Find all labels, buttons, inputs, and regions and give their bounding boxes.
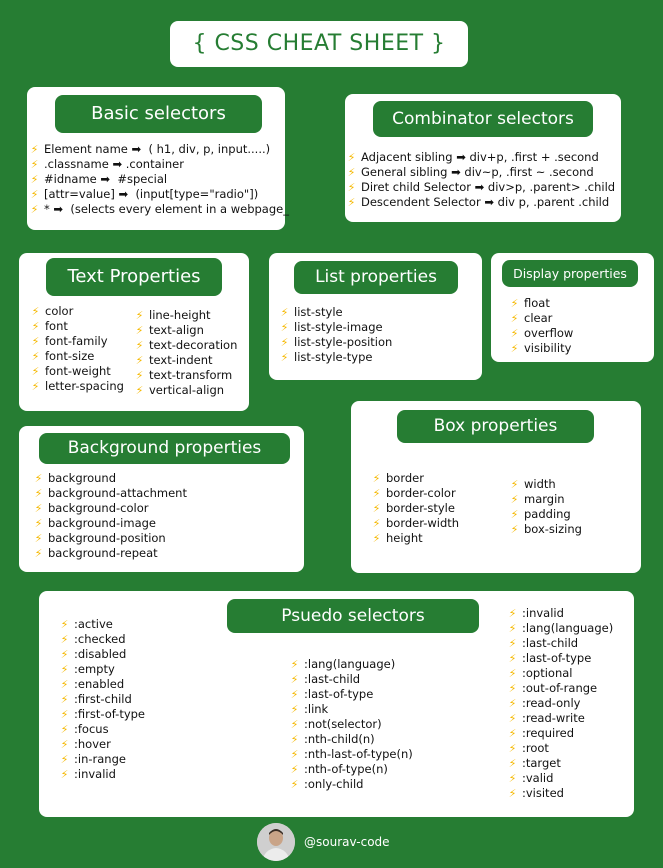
lightning-bolt-icon: ⚡: [135, 309, 144, 322]
list-item: ⚡ :nth-child(n): [290, 732, 375, 746]
list-item: ⚡ :first-of-type: [60, 707, 146, 721]
list-item: ⚡ Element name ➡ ( h1, div, p, input.....): [30, 142, 271, 156]
lightning-bolt-icon: ⚡: [508, 757, 517, 770]
list-item: ⚡ :out-of-range: [508, 681, 598, 695]
list-item: ⚡ border-width: [372, 516, 460, 530]
list-item: ⚡ margin: [510, 492, 565, 506]
lightning-bolt-icon: ⚡: [30, 203, 39, 216]
lightning-bolt-icon: ⚡: [60, 753, 69, 766]
list-item: ⚡ border-color: [372, 486, 456, 500]
lightning-bolt-icon: ⚡: [30, 158, 39, 171]
lightning-bolt-icon: ⚡: [508, 652, 517, 665]
lightning-bolt-icon: ⚡: [510, 493, 519, 506]
lightning-bolt-icon: ⚡: [31, 380, 40, 393]
lightning-bolt-icon: ⚡: [510, 478, 519, 491]
list-item: ⚡ Diret child Selector ➡ div>p, .parent> .child: [347, 180, 616, 194]
lightning-bolt-icon: ⚡: [508, 742, 517, 755]
lightning-bolt-icon: ⚡: [30, 188, 39, 201]
pseudo-selectors-col2: [290, 657, 413, 792]
list-item: ⚡ :empty: [60, 662, 115, 676]
list-item: ⚡ visibility: [510, 341, 572, 355]
page-title: { CSS CHEAT SHEET }: [170, 21, 468, 67]
right-arrow-icon: ➡: [131, 142, 142, 156]
list-item: ⚡ General sibling ➡ div~p, .first ~ .second: [347, 165, 594, 179]
lightning-bolt-icon: ⚡: [60, 648, 69, 661]
list-item: ⚡ :root: [508, 741, 549, 755]
lightning-bolt-icon: ⚡: [135, 384, 144, 397]
lightning-bolt-icon: ⚡: [34, 487, 43, 500]
lightning-bolt-icon: ⚡: [135, 369, 144, 382]
list-item: ⚡ :optional: [508, 666, 573, 680]
display-properties-heading: Display properties: [502, 260, 638, 287]
lightning-bolt-icon: ⚡: [290, 778, 299, 791]
lightning-bolt-icon: ⚡: [347, 166, 356, 179]
list-item: ⚡ :last-child: [508, 636, 579, 650]
lightning-bolt-icon: ⚡: [508, 667, 517, 680]
pseudo-selectors-col1: [60, 617, 145, 782]
lightning-bolt-icon: ⚡: [34, 517, 43, 530]
avatar: [257, 823, 295, 861]
right-arrow-icon: ➡: [451, 165, 461, 179]
avatar-portrait: [257, 823, 295, 861]
list-item: ⚡ border: [372, 471, 424, 485]
list-item: ⚡ Adjacent sibling ➡ div+p, .first + .second: [347, 150, 599, 164]
list-item: ⚡ height: [372, 531, 423, 545]
list-item: ⚡ :lang(language): [290, 657, 396, 671]
list-item: ⚡ background-image: [34, 516, 156, 530]
right-arrow-icon: ➡: [53, 202, 64, 216]
lightning-bolt-icon: ⚡: [508, 682, 517, 695]
basic-selectors-heading: Basic selectors: [55, 95, 262, 133]
list-item: ⚡ :invalid: [60, 767, 116, 781]
list-item: ⚡ line-height: [135, 308, 211, 322]
lightning-bolt-icon: ⚡: [280, 336, 289, 349]
lightning-bolt-icon: ⚡: [60, 768, 69, 781]
lightning-bolt-icon: ⚡: [508, 712, 517, 725]
lightning-bolt-icon: ⚡: [290, 673, 299, 686]
list-item: ⚡ .classname ➡ .container: [30, 157, 184, 171]
lightning-bolt-icon: ⚡: [510, 297, 519, 310]
lightning-bolt-icon: ⚡: [135, 324, 144, 337]
author-handle: @sourav-code: [304, 835, 390, 849]
lightning-bolt-icon: ⚡: [508, 727, 517, 740]
list-item: ⚡ :nth-last-of-type(n): [290, 747, 413, 761]
lightning-bolt-icon: ⚡: [60, 723, 69, 736]
list-item: ⚡ :nth-of-type(n): [290, 762, 388, 776]
lightning-bolt-icon: ⚡: [30, 173, 39, 186]
right-arrow-icon: ➡: [456, 150, 466, 164]
list-item: ⚡ font-size: [31, 349, 95, 363]
list-item: ⚡ vertical-align: [135, 383, 225, 397]
list-item: ⚡ Descendent Selector ➡ div p, .parent .child: [347, 195, 610, 209]
lightning-bolt-icon: ⚡: [60, 708, 69, 721]
list-item: ⚡ :valid: [508, 771, 554, 785]
lightning-bolt-icon: ⚡: [280, 351, 289, 364]
lightning-bolt-icon: ⚡: [290, 658, 299, 671]
right-arrow-icon: ➡: [100, 172, 111, 186]
lightning-bolt-icon: ⚡: [508, 787, 517, 800]
lightning-bolt-icon: ⚡: [508, 607, 517, 620]
combinator-selectors-list: [347, 150, 615, 210]
list-item: ⚡ text-decoration: [135, 338, 238, 352]
list-item: ⚡ clear: [510, 311, 553, 325]
list-item: ⚡ list-style-type: [280, 350, 373, 364]
list-item: ⚡ background-attachment: [34, 486, 187, 500]
list-item: ⚡ background-repeat: [34, 546, 158, 560]
lightning-bolt-icon: ⚡: [372, 517, 381, 530]
lightning-bolt-icon: ⚡: [34, 472, 43, 485]
lightning-bolt-icon: ⚡: [290, 748, 299, 761]
list-item: ⚡ :last-of-type: [508, 651, 592, 665]
list-item: ⚡ :read-only: [508, 696, 581, 710]
list-item: ⚡ letter-spacing: [31, 379, 124, 393]
list-item: ⚡ float: [510, 296, 550, 310]
list-item: ⚡ list-style-position: [280, 335, 393, 349]
lightning-bolt-icon: ⚡: [31, 320, 40, 333]
list-item: ⚡ width: [510, 477, 556, 491]
lightning-bolt-icon: ⚡: [60, 693, 69, 706]
lightning-bolt-icon: ⚡: [510, 342, 519, 355]
lightning-bolt-icon: ⚡: [60, 618, 69, 631]
lightning-bolt-icon: ⚡: [347, 151, 356, 164]
right-arrow-icon: ➡: [474, 180, 485, 194]
list-item: ⚡ * ➡ (selects every element in a webpage_: [30, 202, 289, 216]
list-properties-heading: List properties: [294, 261, 458, 294]
lightning-bolt-icon: ⚡: [34, 502, 43, 515]
lightning-bolt-icon: ⚡: [290, 733, 299, 746]
lightning-bolt-icon: ⚡: [290, 703, 299, 716]
list-item: ⚡ :target: [508, 756, 561, 770]
lightning-bolt-icon: ⚡: [34, 532, 43, 545]
list-item: ⚡ font: [31, 319, 68, 333]
list-item: ⚡ :read-write: [508, 711, 585, 725]
lightning-bolt-icon: ⚡: [34, 547, 43, 560]
lightning-bolt-icon: ⚡: [290, 763, 299, 776]
lightning-bolt-icon: ⚡: [60, 663, 69, 676]
box-properties-col2: [510, 477, 582, 537]
lightning-bolt-icon: ⚡: [31, 365, 40, 378]
list-item: ⚡ list-style-image: [280, 320, 383, 334]
lightning-bolt-icon: ⚡: [510, 508, 519, 521]
lightning-bolt-icon: ⚡: [510, 327, 519, 340]
lightning-bolt-icon: ⚡: [372, 502, 381, 515]
list-item: ⚡ box-sizing: [510, 522, 582, 536]
list-item: ⚡ #idname ➡ #special: [30, 172, 168, 186]
list-item: ⚡ background-color: [34, 501, 149, 515]
lightning-bolt-icon: ⚡: [372, 487, 381, 500]
lightning-bolt-icon: ⚡: [135, 354, 144, 367]
list-item: ⚡ :in-range: [60, 752, 126, 766]
lightning-bolt-icon: ⚡: [508, 622, 517, 635]
right-arrow-icon: ➡: [112, 157, 123, 171]
list-item: ⚡ :only-child: [290, 777, 364, 791]
list-item: ⚡ :checked: [60, 632, 126, 646]
list-item: ⚡ padding: [510, 507, 571, 521]
lightning-bolt-icon: ⚡: [135, 339, 144, 352]
list-item: ⚡ :hover: [60, 737, 111, 751]
list-item: ⚡ background-position: [34, 531, 166, 545]
list-item: ⚡ overflow: [510, 326, 574, 340]
lightning-bolt-icon: ⚡: [31, 335, 40, 348]
box-properties-heading: Box properties: [397, 410, 594, 443]
lightning-bolt-icon: ⚡: [508, 637, 517, 650]
text-properties-col1: [31, 304, 124, 394]
pseudo-selectors-heading: Psuedo selectors: [227, 599, 479, 633]
combinator-selectors-heading: Combinator selectors: [373, 101, 593, 137]
box-properties-col1: [372, 471, 459, 546]
list-item: ⚡ :enabled: [60, 677, 125, 691]
lightning-bolt-icon: ⚡: [280, 321, 289, 334]
lightning-bolt-icon: ⚡: [31, 305, 40, 318]
lightning-bolt-icon: ⚡: [510, 312, 519, 325]
lightning-bolt-icon: ⚡: [508, 772, 517, 785]
lightning-bolt-icon: ⚡: [60, 738, 69, 751]
lightning-bolt-icon: ⚡: [347, 181, 356, 194]
background-properties-list: [34, 471, 187, 561]
lightning-bolt-icon: ⚡: [290, 718, 299, 731]
list-item: ⚡ text-transform: [135, 368, 233, 382]
lightning-bolt-icon: ⚡: [508, 697, 517, 710]
lightning-bolt-icon: ⚡: [372, 472, 381, 485]
list-item: ⚡ :last-child: [290, 672, 361, 686]
basic-selectors-list: [30, 142, 289, 217]
list-item: ⚡ :last-of-type: [290, 687, 374, 701]
lightning-bolt-icon: ⚡: [60, 633, 69, 646]
text-properties-heading: Text Properties: [46, 258, 222, 296]
lightning-bolt-icon: ⚡: [31, 350, 40, 363]
pseudo-selectors-col3: [508, 606, 613, 801]
list-item: ⚡ font-weight: [31, 364, 111, 378]
list-item: ⚡ color: [31, 304, 74, 318]
list-item: ⚡ text-align: [135, 323, 204, 337]
list-properties-list: [280, 305, 392, 365]
list-item: ⚡ text-indent: [135, 353, 213, 367]
list-item: ⚡ background: [34, 471, 117, 485]
list-item: ⚡ :invalid: [508, 606, 564, 620]
text-properties-col2: [135, 308, 237, 398]
list-item: ⚡ :active: [60, 617, 113, 631]
list-item: ⚡ :lang(language): [508, 621, 614, 635]
lightning-bolt-icon: ⚡: [30, 143, 39, 156]
right-arrow-icon: ➡: [118, 187, 129, 201]
lightning-bolt-icon: ⚡: [347, 196, 356, 209]
list-item: ⚡ list-style: [280, 305, 343, 319]
lightning-bolt-icon: ⚡: [290, 688, 299, 701]
list-item: ⚡ :first-child: [60, 692, 132, 706]
lightning-bolt-icon: ⚡: [280, 306, 289, 319]
display-properties-list: [510, 296, 573, 356]
list-item: ⚡ :required: [508, 726, 575, 740]
background-properties-heading: Background properties: [39, 433, 290, 464]
list-item: ⚡ :focus: [60, 722, 109, 736]
list-item: ⚡ font-family: [31, 334, 108, 348]
list-item: ⚡ :visited: [508, 786, 564, 800]
list-item: ⚡ :disabled: [60, 647, 127, 661]
lightning-bolt-icon: ⚡: [60, 678, 69, 691]
lightning-bolt-icon: ⚡: [372, 532, 381, 545]
list-item: ⚡ [attr=value] ➡ (input[type="radio"]): [30, 187, 259, 201]
right-arrow-icon: ➡: [484, 195, 494, 209]
list-item: ⚡ border-style: [372, 501, 455, 515]
lightning-bolt-icon: ⚡: [510, 523, 519, 536]
list-item: ⚡ :link: [290, 702, 329, 716]
list-item: ⚡ :not(selector): [290, 717, 382, 731]
